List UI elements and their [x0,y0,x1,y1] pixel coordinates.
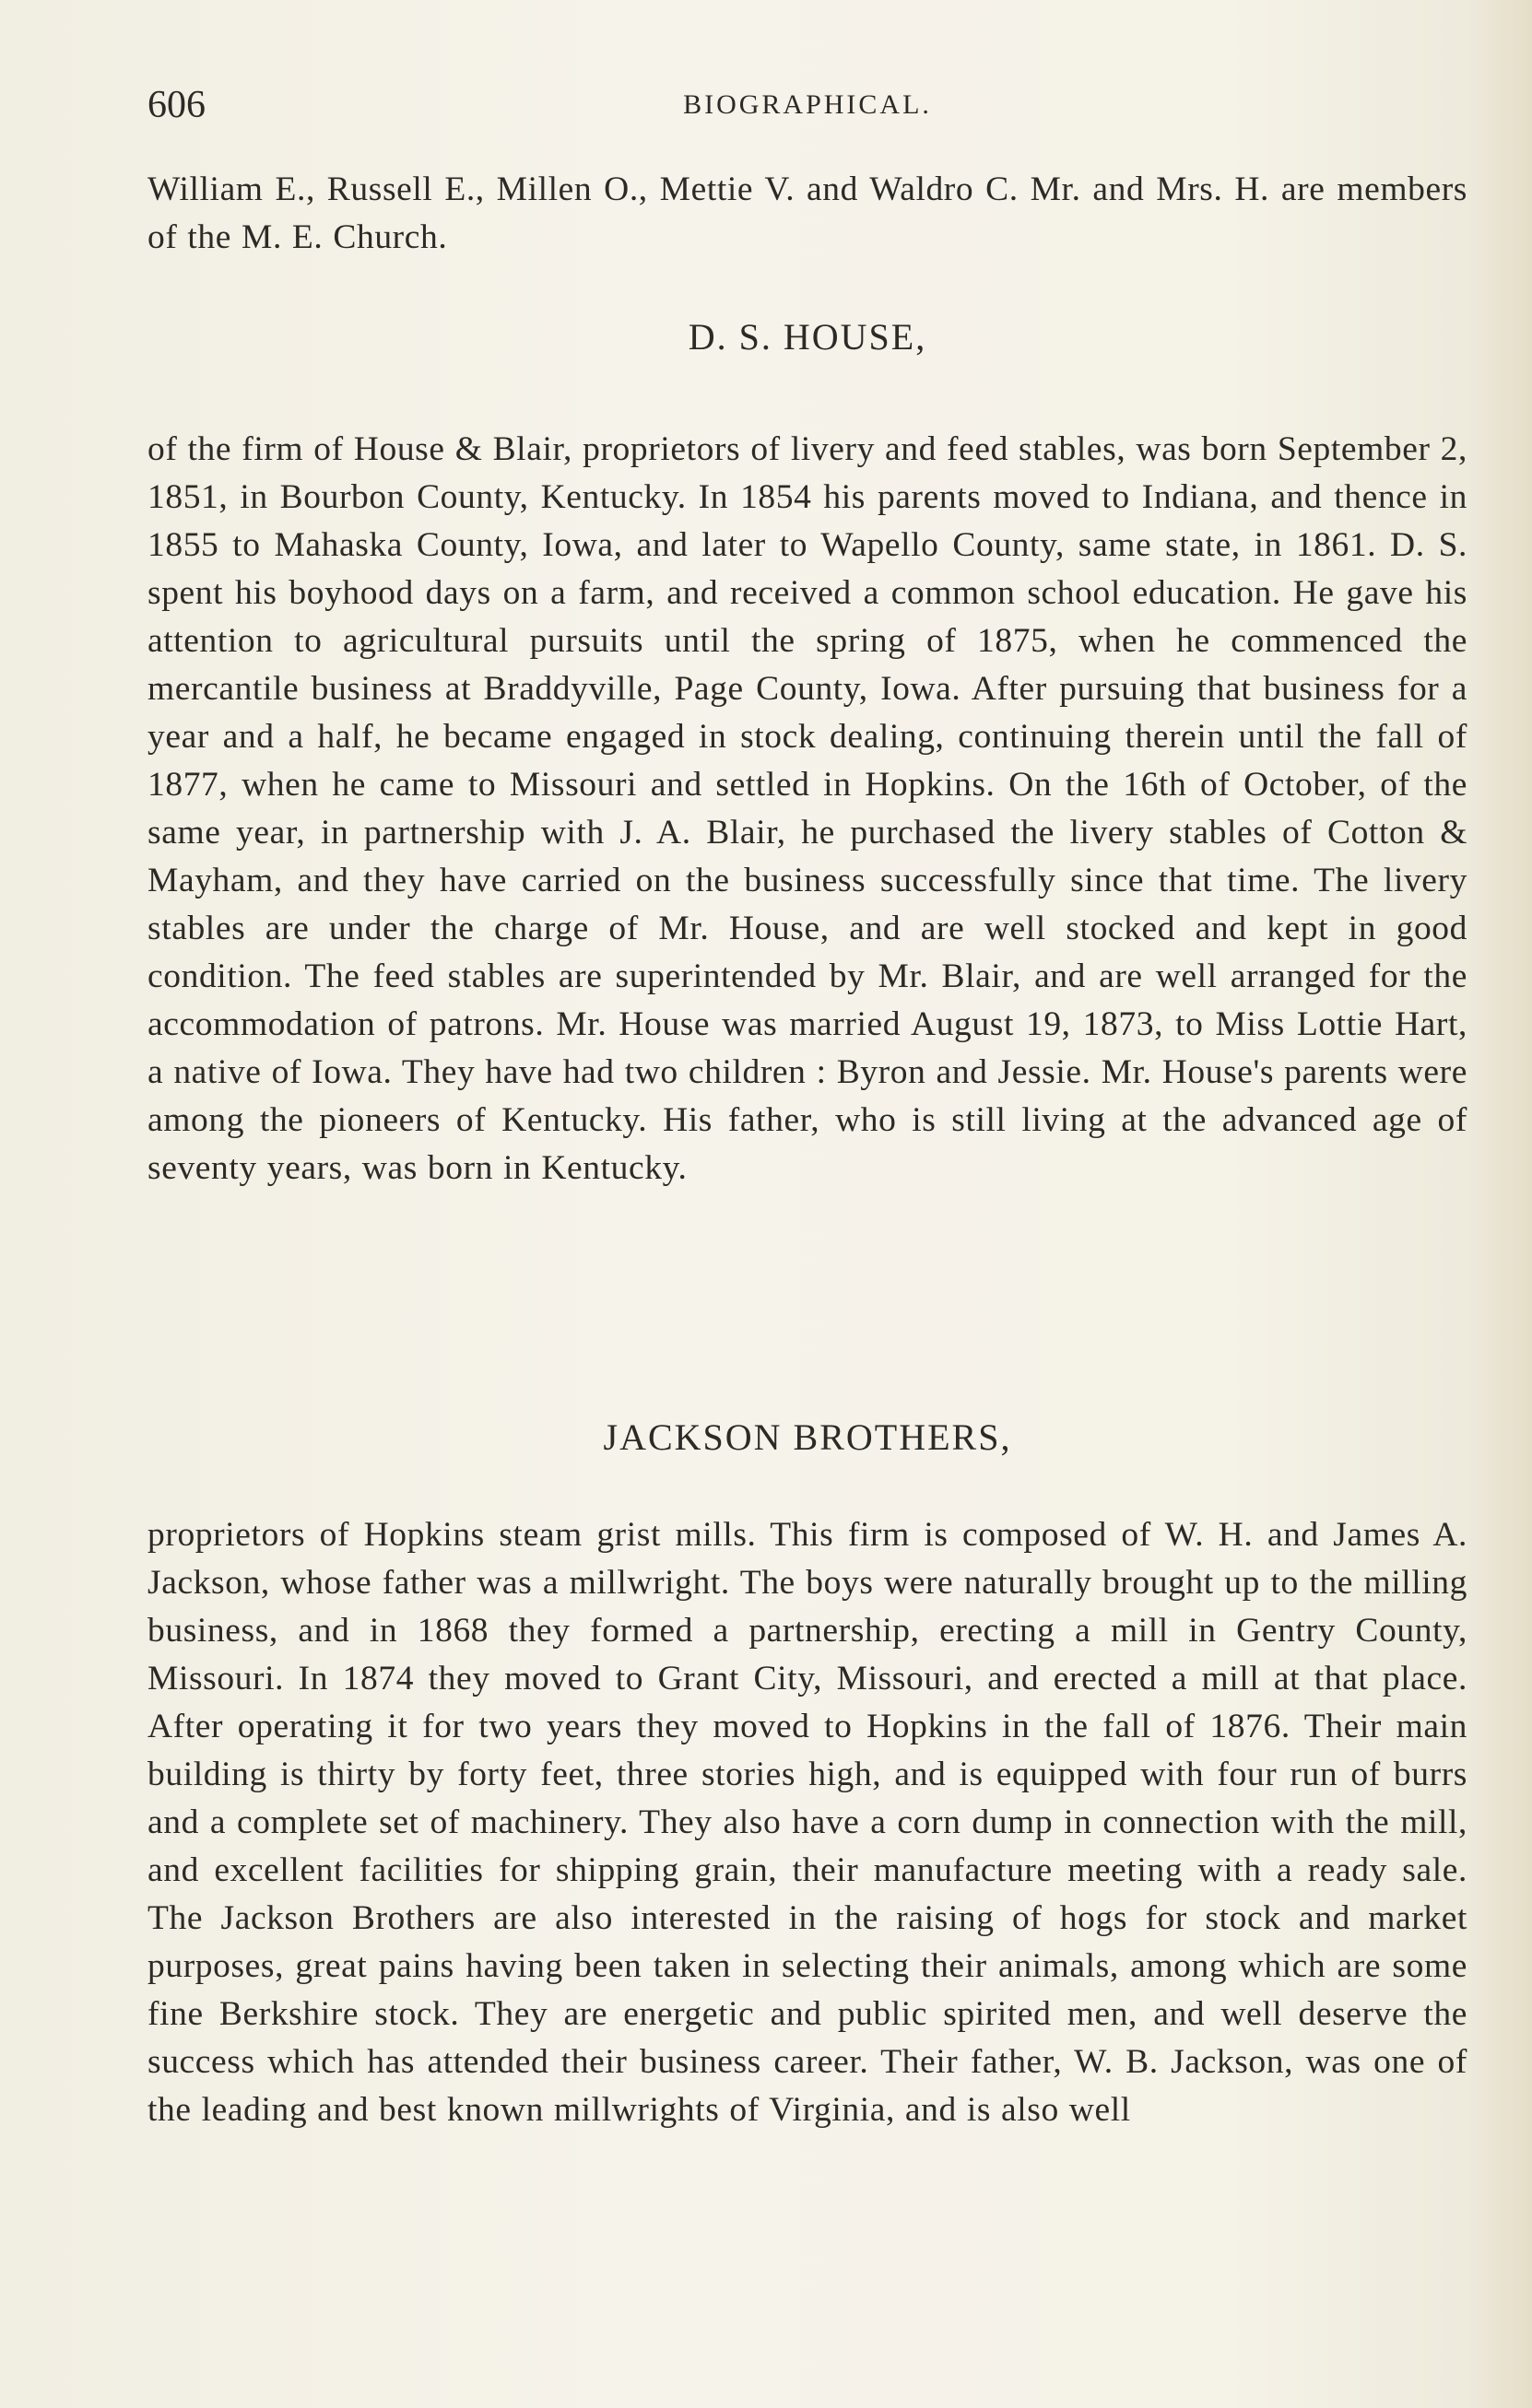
heading-jackson-brothers: JACKSON BROTHERS, [603,1416,1012,1458]
heading-ds-house: D. S. HOUSE, [688,316,927,358]
ds-house-paragraph: of the firm of House & Blair, proprietors of livery and feed stables, was born September 2, 1851, in Bourbon County, Kentucky. In 1854 his parents moved to Indiana, and thence in 1855 to Mahaska County, Iowa, and later to Wapello County, same state, in 1861. D. S. spent his boyhood days on a farm, and received a common school education. He gave his attention to agricultural pursuits until the spring of 1875, when he commenced the mercantile business at Braddyville, Page County, Iowa. After pursuing that business for a year and a half, he became engaged in stock dealing, continuing therein until the fall of 1877, when he came to Missouri and settled in Hopkins. On the 16th of October, of the same year, in partnership with J. A. Blair, he purchased the livery stables of Cotton & Mayham, and they have carried on the business successfully since that time. The livery stables are under the charge of Mr. House, and are well stocked and kept in good condition. The feed stables are superintended by Mr. Blair, and are well arranged for the accommodation of patrons. Mr. House was married August 19, 1873, to Miss Lottie Hart, a native of Iowa. They have had two children : Byron and Jessie. Mr. House's parents were among the pioneers of Kentucky. His father, who is still living at the advanced age of seventy years, was born in Kentucky. [147,430,1467,1187]
page-number: 606 [147,84,206,126]
jackson-brothers-paragraph: proprietors of Hopkins steam grist mills. This firm is composed of W. H. and James A. Jackson, whose father was a millwright. The boys were naturally brought up to the milling business, and in 1868 they formed a partnership, erecting a mill in Gentry County, Missouri. In 1874 they moved to Grant City, Missouri, and erected a mill at that place. After operating it for two years they moved to Hopkins in the fall of 1876. Their main building is thirty by forty feet, three stories high, and is equipped with four run of burrs and a complete set of machinery. They also have a corn dump in connection with the mill, and excellent facilities for shipping grain, their manufacture meeting with a ready sale. The Jackson Brothers are also interested in the raising of hogs for stock and market purposes, great pains having been taken in selecting their animals, among which are some fine Berkshire stock. They are energetic and public spirited men, and well deserve the success which has attended their business career. Their father, W. B. Jackson, was one of the leading and best known millwrights of Virginia, and is also well [147,1516,1467,2129]
scan-edge-shadow [1467,0,1532,2408]
intro-paragraph: William E., Russell E., Millen O., Mettie V. and Waldro C. Mr. and Mrs. H. are members of the M. E. Church. [147,170,1467,256]
running-head: BIOGRAPHICAL. [683,89,932,120]
page-header [147,77,1467,133]
